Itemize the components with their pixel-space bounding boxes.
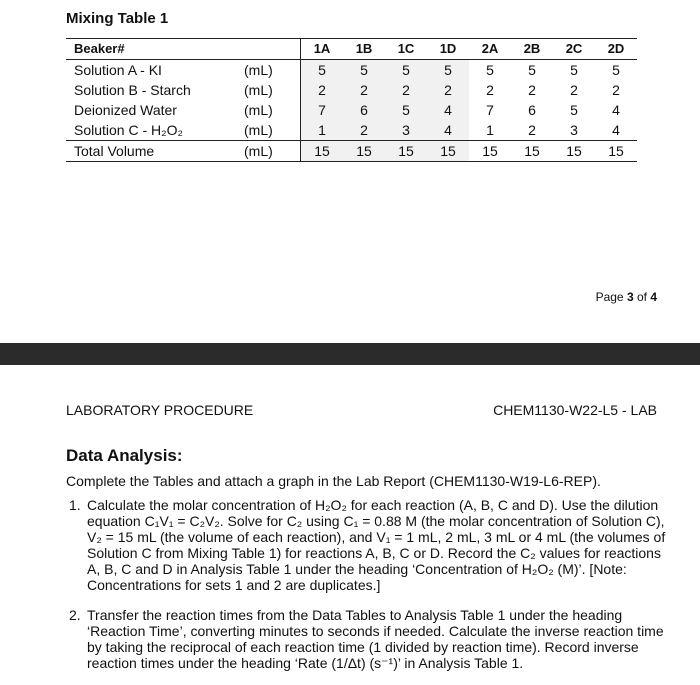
cell-value: 2 [570,82,578,98]
cell-value: 2 [528,82,536,98]
cell-value: 5 [427,60,469,81]
cell-value: 5 [301,60,344,81]
table-row [66,120,637,141]
cell-value: 4 [427,120,469,141]
cell-value: 2 [343,80,385,100]
row-label: Solution C - H₂O₂ [74,122,183,138]
step-list [66,497,666,685]
cell-value: 15 [553,141,595,162]
cell-value: 5 [385,100,427,120]
cell-value: 5 [612,62,620,78]
row-unit: (mL) [244,122,273,138]
header-beaker-2c: 2C [553,39,595,60]
cell-value: 7 [486,102,494,118]
cell-value: 3 [570,122,578,138]
step-text: Transfer the reaction times from the Data Tables to Analysis Table 1 under the heading ‘Reaction Time’, converting minutes to seconds if needed. Calculate the inverse reaction time by taking the reciprocal of each reaction time (1 divided by reaction time). Record inverse reaction times under the heading ‘Rate (1/Δt) (s⁻¹)’ in Analysis Table 1. [87,607,664,671]
header-beaker-2b: 2B [511,39,553,60]
header-beaker-2d: 2D [595,39,637,60]
row-unit: (mL) [244,62,273,78]
table-header-row [66,39,637,60]
cell-value: 15 [469,141,511,162]
page-divider [0,343,700,365]
header-left: LABORATORY PROCEDURE [66,402,254,418]
cell-value: 7 [301,100,344,120]
table-row [66,100,637,120]
cell-value: 2 [486,82,494,98]
cell-value: 15 [511,141,553,162]
cell-value: 2 [343,120,385,141]
cell-value: 2 [427,80,469,100]
cell-value: 4 [427,100,469,120]
table-row-total [66,141,637,162]
header-beaker-1b: 1B [343,39,385,60]
page-total: 4 [650,290,657,304]
cell-value: 5 [486,62,494,78]
cell-value: 15 [595,141,637,162]
cell-value: 6 [343,100,385,120]
header-beaker-1c: 1C [385,39,427,60]
cell-value: 15 [301,141,344,162]
page-number [596,290,657,304]
section-heading: Data Analysis: [66,446,183,465]
list-item [66,607,666,671]
table-row [66,60,637,81]
cell-value: 5 [528,62,536,78]
cell-value: 5 [385,60,427,81]
table-title: Mixing Table 1 [66,10,169,27]
row-unit: (mL) [244,82,273,98]
cell-value: 2 [528,122,536,138]
mixing-table [66,38,637,162]
cell-value: 5 [570,62,578,78]
row-label: Total Volume [66,141,244,162]
row-unit: (mL) [244,102,273,118]
step-text: Calculate the molar concentration of H₂O₂ for each reaction (A, B, C and D). Use the dilution equation C₁V₁ = C₂V₂. Solve for C₂ using C₁ = 0.88 M (the molar concentration of Solution C), V₂ = 15 mL (the volume of each reaction), and V₁ = 1 mL, 2 mL, 3 mL or 4 mL (the volumes of Solution C from Mixing Table 1) for reactions A, B, C or D. Record the C₂ values for reactions A, B, C and D in Analysis Table 1 under the heading ‘Concentration of H₂O₂ (M)’. [Note: Concentrations for sets 1 and 2 are duplicates.] [87,497,666,593]
row-label: Deionized Water [74,102,177,118]
step-number: 1. [69,497,81,513]
cell-value: 4 [612,102,620,118]
cell-value: 2 [612,82,620,98]
page-of: of [633,290,651,304]
cell-value: 1 [301,120,344,141]
table-row [66,80,637,100]
cell-value: 1 [486,122,494,138]
cell-value: 5 [570,102,578,118]
header-right: CHEM1130-W22-L5 - LAB [493,402,657,418]
cell-value: 15 [385,141,427,162]
header-beaker-1a: 1A [301,39,344,60]
page-current: 3 [626,290,634,304]
page-label: Page [595,290,627,304]
cell-value: 2 [385,80,427,100]
header-beaker: Beaker# [66,39,244,60]
row-unit: (mL) [244,141,301,162]
cell-value: 15 [343,141,385,162]
header-unit [244,39,301,60]
cell-value: 5 [343,60,385,81]
header-beaker-1d: 1D [427,39,469,60]
row-label: Solution A - KI [74,62,162,78]
cell-value: 15 [427,141,469,162]
cell-value: 2 [301,80,344,100]
list-item [66,497,666,593]
header-beaker-2a: 2A [469,39,511,60]
row-label: Solution B - Starch [74,82,191,98]
intro-text: Complete the Tables and attach a graph in the Lab Report (CHEM1130-W19-L6-REP). [66,473,601,489]
cell-value: 3 [385,120,427,141]
cell-value: 4 [612,122,620,138]
step-number: 2. [69,607,81,623]
cell-value: 6 [528,102,536,118]
